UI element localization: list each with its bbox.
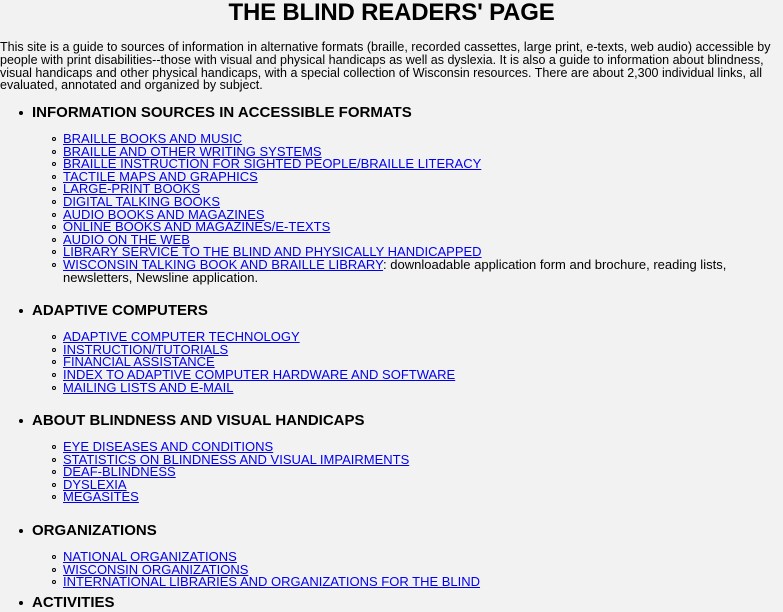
circle-bullet-icon <box>52 568 56 572</box>
section-bullet <box>19 529 23 533</box>
section-heading-text: ORGANIZATIONS <box>32 522 157 540</box>
list-item-link[interactable]: BRAILLE BOOKS AND MUSIC <box>63 131 243 146</box>
circle-bullet-icon <box>52 386 56 390</box>
section-1 <box>0 302 783 394</box>
list-item <box>0 491 783 504</box>
circle-bullet-icon <box>52 250 56 254</box>
section-heading <box>0 302 783 320</box>
circle-bullet-icon <box>52 335 56 339</box>
list-item-link[interactable]: AUDIO BOOKS AND MAGAZINES <box>63 206 265 222</box>
circle-bullet-icon <box>52 483 56 487</box>
section-heading-text: ABOUT BLINDNESS AND VISUAL HANDICAPS <box>32 412 365 430</box>
list-item-link[interactable]: AUDIO ON THE WEB <box>63 231 190 247</box>
page-title: THE BLIND READERS' PAGE <box>228 0 555 26</box>
list-item-link[interactable]: LARGE-PRINT BOOKS <box>63 181 201 197</box>
list-item-link[interactable]: FINANCIAL ASSISTANCE <box>63 354 215 370</box>
sublist <box>0 551 783 589</box>
list-item-link[interactable]: INSTRUCTION/TUTORIALS <box>63 341 229 357</box>
list-item-link[interactable]: MEGASITES <box>63 489 139 505</box>
section-bullet <box>19 111 23 115</box>
list-item-link[interactable]: BRAILLE AND OTHER WRITING SYSTEMS <box>63 143 322 159</box>
circle-bullet-icon <box>52 213 56 217</box>
list-item-link[interactable]: TACTILE MAPS AND GRAPHICS <box>63 168 258 184</box>
sublist <box>0 441 783 504</box>
section-heading <box>0 522 783 540</box>
section-0 <box>0 104 783 284</box>
section-heading <box>0 412 783 430</box>
sublist <box>0 133 783 284</box>
sublist <box>0 331 783 394</box>
list-item-link[interactable]: ADAPTIVE COMPUTER TECHNOLOGY <box>63 329 300 345</box>
list-item <box>0 379 783 395</box>
section-heading-text: INFORMATION SOURCES IN ACCESSIBLE FORMATS <box>32 104 412 121</box>
circle-bullet-icon <box>52 238 56 242</box>
list-item-link[interactable]: NATIONAL ORGANIZATIONS <box>63 549 237 565</box>
section-3 <box>0 522 783 589</box>
circle-bullet-icon <box>52 150 56 154</box>
circle-bullet-icon <box>52 555 56 559</box>
circle-bullet-icon <box>52 162 56 166</box>
circle-bullet-icon <box>52 360 56 364</box>
list-item-link[interactable]: STATISTICS ON BLINDNESS AND VISUAL IMPAIRMENTS <box>63 451 410 467</box>
circle-bullet-icon <box>52 470 56 474</box>
list-item-link[interactable]: DEAF-BLINDNESS <box>63 464 176 480</box>
circle-bullet-icon <box>52 225 56 229</box>
list-item-link[interactable]: INDEX TO ADAPTIVE COMPUTER HARDWARE AND SOFTWARE <box>63 366 456 382</box>
intro-paragraph: This site is a guide to sources of information in alternative formats (braille, recorded cassettes, large print, e-texts, web audio) accessible by people with print disabilities--those with visual and physical handicaps as well as dyslexia. It is also a guide to information about blindness, visual handicaps and other physical handicaps, with a special collection of Wisconsin resources. There are about 2,300 individual links, all evaluated, annotated and organized by subject. <box>0 40 771 93</box>
list-item-link[interactable]: ONLINE BOOKS AND MAGAZINES/E-TEXTS <box>63 219 331 235</box>
circle-bullet-icon <box>52 187 56 191</box>
circle-bullet-icon <box>52 175 56 179</box>
list-item <box>0 576 783 589</box>
list-item-link[interactable]: DYSLEXIA <box>63 476 127 492</box>
circle-bullet-icon <box>52 580 56 584</box>
circle-bullet-icon <box>52 263 56 267</box>
list-item-link[interactable]: LIBRARY SERVICE TO THE BLIND AND PHYSICALLY HANDICAPPED <box>63 244 482 260</box>
list-item-link[interactable]: WISCONSIN ORGANIZATIONS <box>63 561 249 577</box>
circle-bullet-icon <box>52 348 56 352</box>
circle-bullet-icon <box>52 458 56 462</box>
circle-bullet-icon <box>52 445 56 449</box>
list-item-link[interactable]: DIGITAL TALKING BOOKS <box>63 193 221 209</box>
list-item <box>0 256 783 285</box>
list-item-link[interactable]: WISCONSIN TALKING BOOK AND BRAILLE LIBRARY <box>63 256 384 272</box>
list-item-link[interactable]: BRAILLE INSTRUCTION FOR SIGHTED PEOPLE/BRAILLE LITERACY <box>63 156 482 172</box>
list-item-link[interactable]: MAILING LISTS AND E-MAIL <box>63 379 234 395</box>
list-item-description: : downloadable application form and brochure, reading lists, newsletters, Newsline application. <box>63 256 727 285</box>
section-heading-activities: ACTIVITIES <box>32 594 115 611</box>
section-bullet <box>19 419 23 423</box>
section-heading-text: ADAPTIVE COMPUTERS <box>32 302 208 320</box>
circle-bullet-icon <box>52 373 56 377</box>
circle-bullet-icon <box>52 200 56 204</box>
circle-bullet-icon <box>52 137 56 141</box>
section-bullet <box>19 309 23 313</box>
circle-bullet-icon <box>52 495 56 499</box>
list-item-link[interactable]: EYE DISEASES AND CONDITIONS <box>63 439 274 455</box>
section-list <box>0 104 783 607</box>
section-2 <box>0 412 783 504</box>
list-item-link[interactable]: INTERNATIONAL LIBRARIES AND ORGANIZATIONS FOR THE BLIND <box>63 574 481 590</box>
section-heading <box>0 104 783 122</box>
section-bullet <box>19 601 23 605</box>
